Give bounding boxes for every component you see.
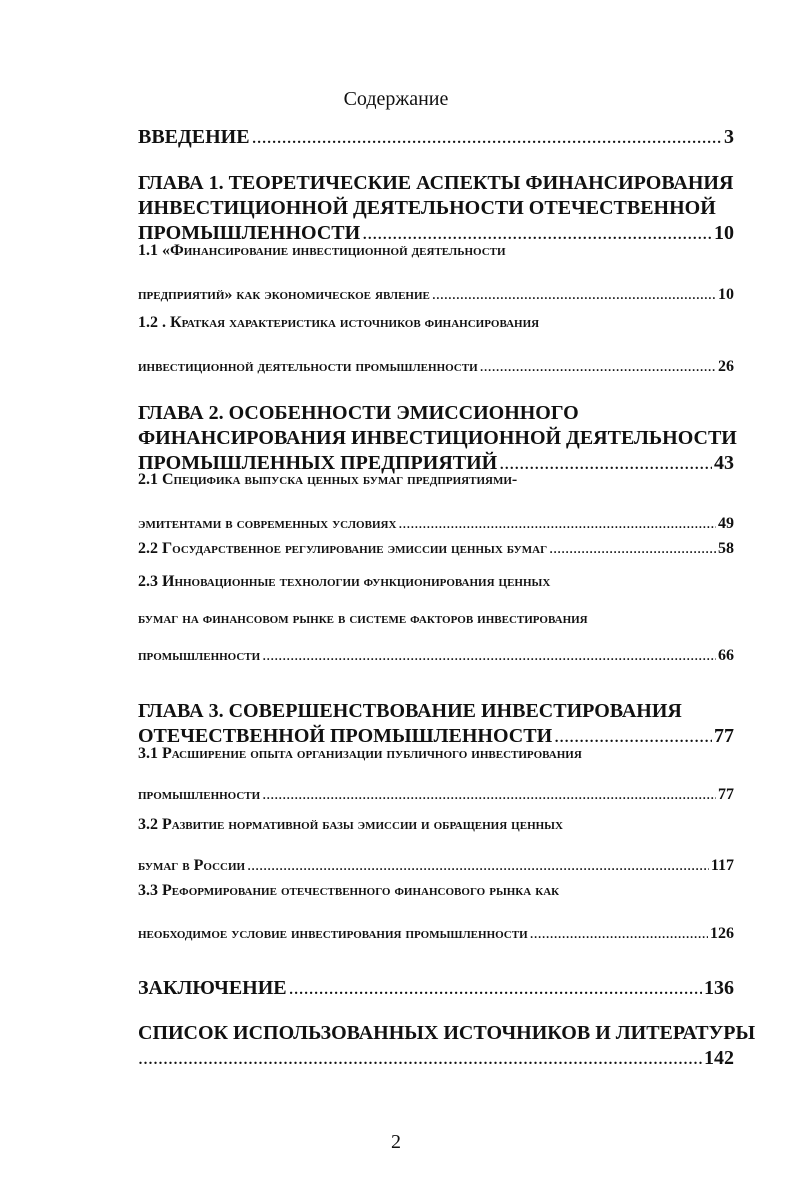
toc-entry-line: 3.2 Развитие нормативной базы эмиссии и обращения ценных bbox=[138, 816, 563, 833]
toc-page-number: 3 bbox=[724, 126, 734, 148]
toc-entry-title: предприятий» как экономическое явление bbox=[138, 286, 430, 303]
toc-entry-line: ИНВЕСТИЦИОННОЙ ДЕЯТЕЛЬНОСТИ ОТЕЧЕСТВЕННОЙ bbox=[138, 197, 716, 219]
dot-leader bbox=[549, 540, 716, 558]
toc-entry-chapter-1[interactable] bbox=[138, 171, 734, 246]
toc-entry-references[interactable] bbox=[138, 1021, 756, 1071]
dot-leader bbox=[480, 358, 716, 376]
toc-entry-section-1-1[interactable] bbox=[138, 242, 734, 304]
toc-entry-line: 3.3 Реформирование отечественного финансового рынка как bbox=[138, 882, 560, 899]
toc-entry-title: 2.2 Государственное регулирование эмиссии ценных бумаг bbox=[138, 540, 548, 557]
page-number: 2 bbox=[391, 1131, 401, 1153]
toc-entry-line: ГЛАВА 1. ТЕОРЕТИЧЕСКИЕ АСПЕКТЫ ФИНАНСИРОВАНИЯ bbox=[138, 172, 734, 194]
toc-page-number: 43 bbox=[714, 452, 734, 474]
toc-entry-title: промышленности bbox=[138, 786, 261, 803]
page-title: Содержание bbox=[343, 88, 449, 110]
dot-leader bbox=[252, 125, 722, 150]
toc-page-number: 142 bbox=[704, 1047, 734, 1069]
toc-page-number: 49 bbox=[718, 515, 734, 532]
dot-leader bbox=[530, 925, 708, 943]
toc-entry-line: ФИНАНСИРОВАНИЯ ИНВЕСТИЦИОННОЙ ДЕЯТЕЛЬНОСТИ bbox=[138, 427, 737, 449]
toc-page-number: 77 bbox=[714, 725, 734, 747]
toc-entry-section-1-2[interactable] bbox=[138, 314, 734, 376]
toc-page-number: 10 bbox=[714, 222, 734, 244]
dot-leader bbox=[432, 286, 716, 304]
toc-entry-title: инвестиционной деятельности промышленности bbox=[138, 358, 478, 375]
toc-entry-title: необходимое условие инвестирования промышленности bbox=[138, 925, 528, 942]
toc-page-number: 126 bbox=[710, 925, 734, 942]
toc-entry-section-3-1[interactable] bbox=[138, 745, 734, 804]
toc-entry-title: эмитентами в современных условиях bbox=[138, 515, 397, 532]
toc-entry-line: 2.3 Инновационные технологии функционирования ценных bbox=[138, 573, 551, 590]
toc-page-number: 77 bbox=[718, 786, 734, 803]
toc-entry-section-3-3[interactable] bbox=[138, 882, 734, 943]
toc-page-number: 58 bbox=[718, 540, 734, 557]
toc-entry-chapter-2[interactable] bbox=[138, 401, 737, 476]
toc-page-number: 117 bbox=[710, 857, 734, 874]
toc-entry-line: 3.1 Расширение опыта организации публичного инвестирования bbox=[138, 745, 582, 762]
toc-page-number: 10 bbox=[718, 286, 734, 303]
toc-entry-section-2-3[interactable] bbox=[138, 573, 734, 665]
dot-leader bbox=[262, 647, 716, 665]
toc-entry-line: 2.1 Специфика выпуска ценных бумаг предприятиями- bbox=[138, 471, 518, 488]
toc-entry-section-3-2[interactable] bbox=[138, 816, 734, 875]
toc-entry-line: 1.1 «Финансирование инвестиционной деятельности bbox=[138, 242, 506, 259]
toc-entry-title: ВВЕДЕНИЕ bbox=[138, 126, 250, 148]
toc-entry-title: ПРОМЫШЛЕННЫХ ПРЕДПРИЯТИЙ bbox=[138, 452, 498, 474]
toc-entry-title: ПРОМЫШЛЕННОСТИ bbox=[138, 222, 361, 244]
toc-entry-section-2-2[interactable] bbox=[138, 540, 734, 558]
toc-entry-line: ГЛАВА 3. СОВЕРШЕНСТВОВАНИЕ ИНВЕСТИРОВАНИЯ bbox=[138, 700, 682, 722]
toc-entry-line: бумаг на финансовом рынке в системе факторов инвестирования bbox=[138, 610, 588, 627]
dot-leader bbox=[398, 515, 716, 533]
toc-entry-title: промышленности bbox=[138, 647, 261, 664]
dot-leader bbox=[289, 976, 702, 1001]
toc-entry-title: бумаг в России bbox=[138, 857, 246, 874]
toc-entry-line: ГЛАВА 2. ОСОБЕННОСТИ ЭМИССИОННОГО bbox=[138, 402, 579, 424]
toc-entry-title: ОТЕЧЕСТВЕННОЙ ПРОМЫШЛЕННОСТИ bbox=[138, 725, 553, 747]
dot-leader bbox=[262, 786, 716, 804]
toc-entry-line: СПИСОК ИСПОЛЬЗОВАННЫХ ИСТОЧНИКОВ И ЛИТЕРАТУРЫ bbox=[138, 1022, 756, 1044]
toc-entry-line: 1.2 . Краткая характеристика источников финансирования bbox=[138, 314, 540, 331]
toc-entry-section-2-1[interactable] bbox=[138, 471, 734, 533]
toc-entry-conclusion[interactable] bbox=[138, 976, 734, 1001]
toc-page-number: 66 bbox=[718, 647, 734, 664]
dot-leader bbox=[138, 1046, 702, 1071]
toc-page-number: 136 bbox=[704, 977, 734, 999]
dot-leader bbox=[247, 857, 709, 875]
toc-page-number: 26 bbox=[718, 358, 734, 375]
toc-entry-chapter-3[interactable] bbox=[138, 699, 734, 749]
toc-entry-title: ЗАКЛЮЧЕНИЕ bbox=[138, 977, 287, 999]
toc-entry-introduction[interactable] bbox=[138, 125, 734, 150]
